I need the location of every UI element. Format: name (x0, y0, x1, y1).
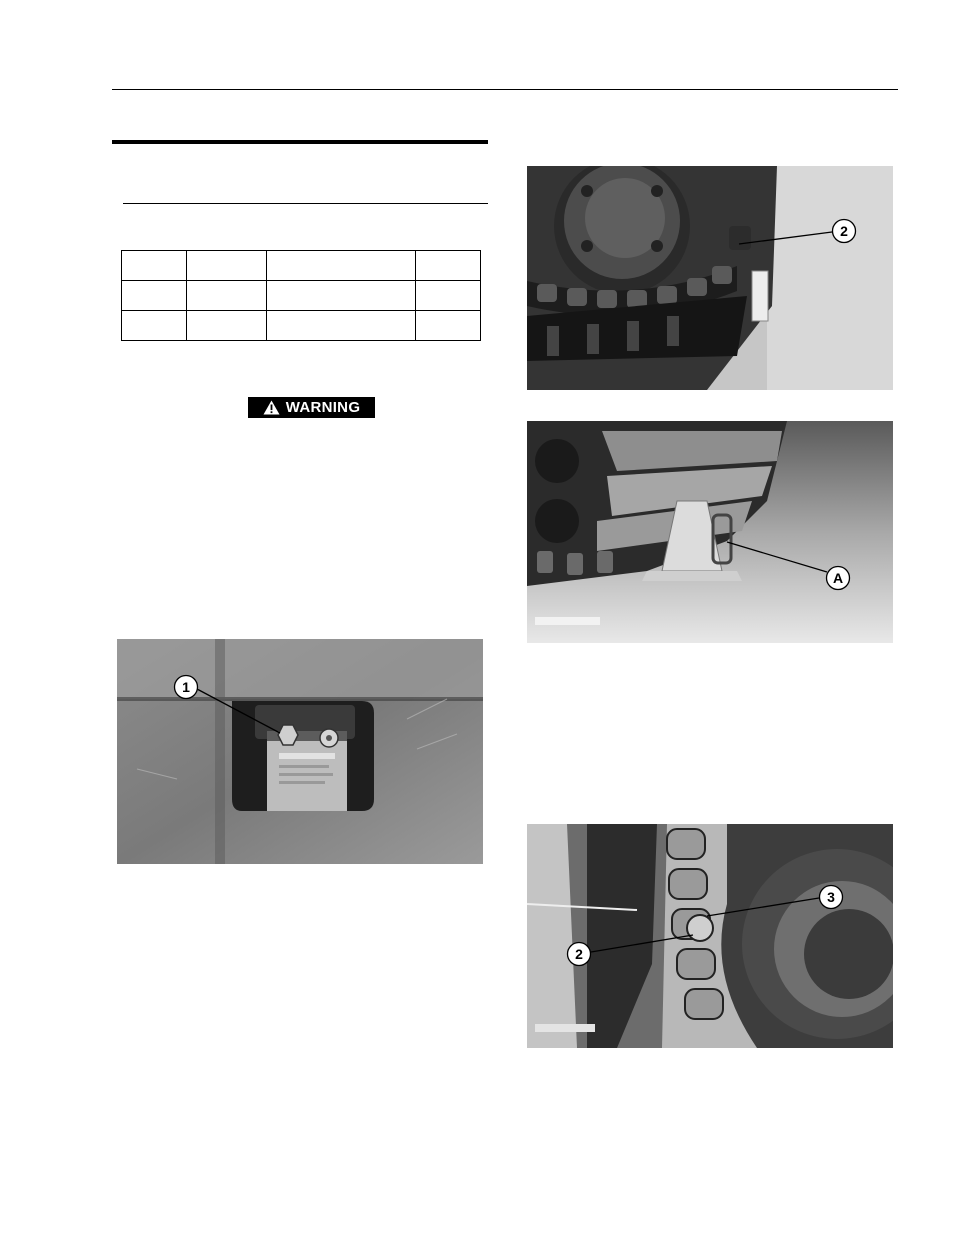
table-cell (266, 251, 416, 281)
warning-label: WARNING (285, 399, 361, 416)
table-cell (122, 251, 187, 281)
table-cell (186, 311, 266, 341)
table-row (122, 311, 481, 341)
callout-label: 2 (575, 946, 583, 962)
callout-label: 2 (840, 223, 848, 239)
figure-1-photo (117, 639, 483, 864)
table-row (122, 281, 481, 311)
callout-label: A (832, 570, 844, 586)
table-cell (416, 311, 481, 341)
callout-label: 3 (827, 889, 835, 905)
table-cell (186, 281, 266, 311)
warning-badge (248, 397, 375, 418)
table-cell (122, 311, 187, 341)
figure-2-photo (527, 166, 893, 390)
table-cell (186, 251, 266, 281)
figure-3-photo (527, 421, 893, 643)
figure-4-photo (527, 824, 893, 1048)
tools-table (121, 250, 481, 341)
callout-label: 1 (182, 679, 190, 695)
table-cell (416, 281, 481, 311)
subsection-rule (123, 203, 488, 204)
table-cell (266, 281, 416, 311)
section-heading-rule (112, 140, 488, 144)
table-cell (122, 281, 187, 311)
header-rule (112, 89, 898, 90)
table-cell (416, 251, 481, 281)
warning-triangle-icon (263, 400, 280, 415)
table-row (122, 251, 481, 281)
table-cell (266, 311, 416, 341)
